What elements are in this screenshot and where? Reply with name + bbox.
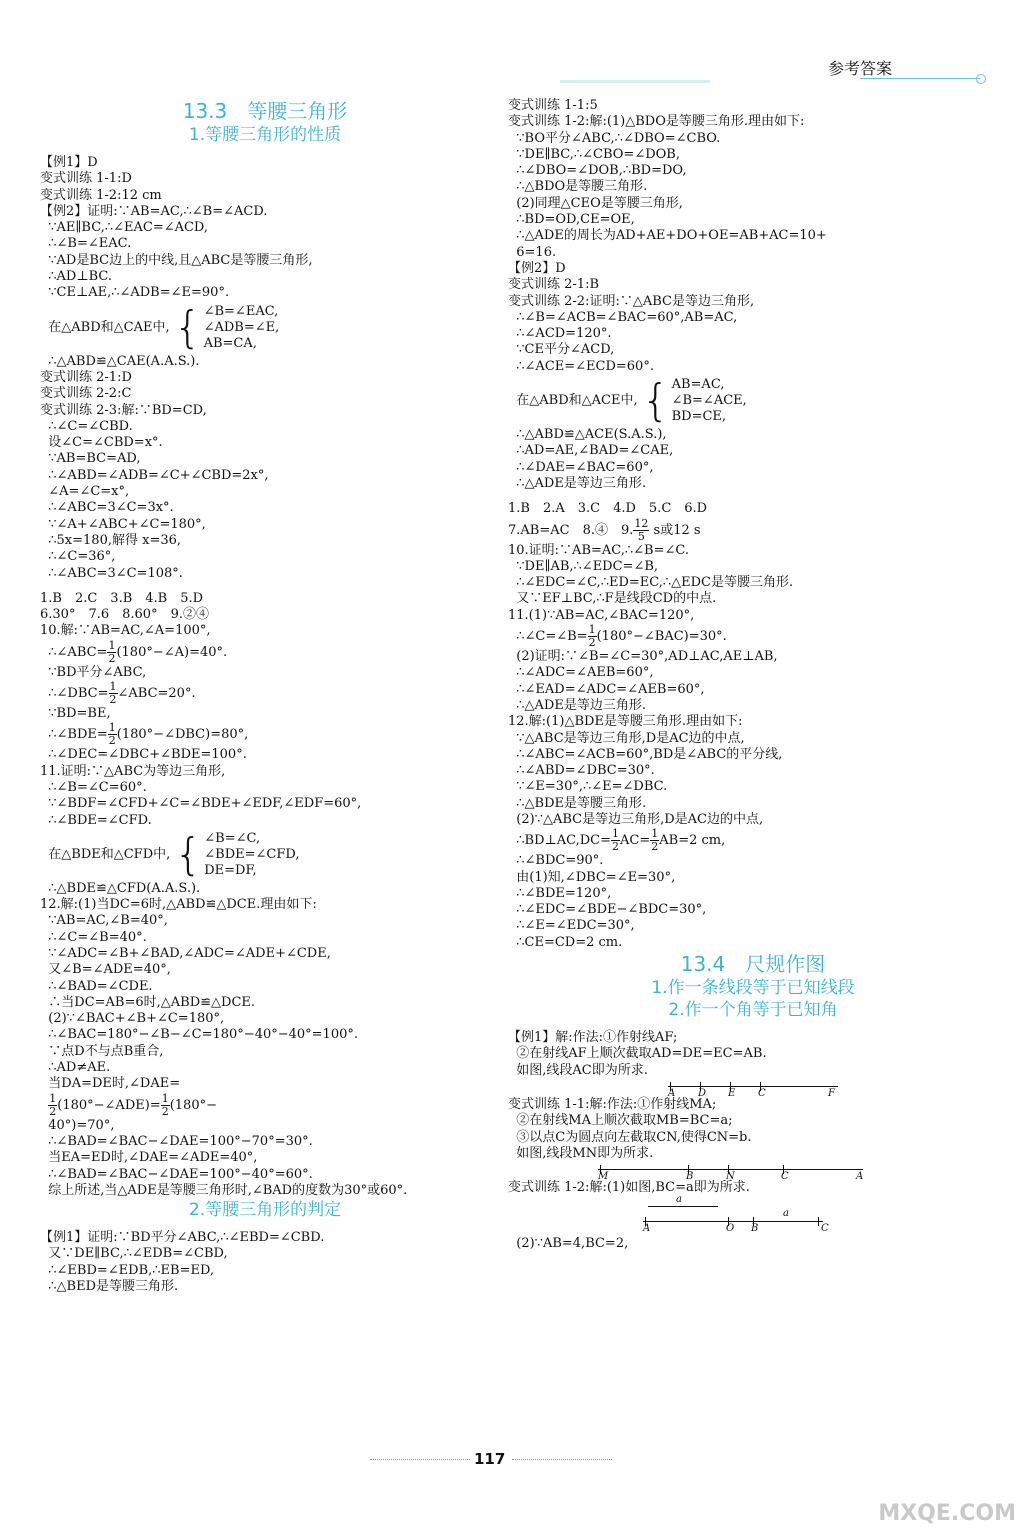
point-label: E bbox=[728, 1087, 736, 1099]
text-line: ∴AD=AE,∠BAD=∠CAE, bbox=[508, 443, 674, 459]
segment-line bbox=[648, 1206, 718, 1207]
answer-block bbox=[40, 706, 490, 722]
text-line: 当DA=DE时,∠DAE= bbox=[40, 1076, 181, 1092]
denominator: 2 bbox=[588, 636, 596, 650]
text-line: ∴BD=OD,CE=OE, bbox=[508, 212, 635, 228]
text-line: (2)证明:∵∠B=∠C=30°,AD⊥AC,AE⊥AB, bbox=[508, 649, 778, 665]
text-line: 40°)=70°, bbox=[40, 1117, 115, 1133]
text-line: ∴△BDO是等腰三角形. bbox=[508, 179, 648, 195]
page-number-rule bbox=[370, 1459, 470, 1461]
text-line: ②在射线AF上顺次截取AD=DE=EC=AB. bbox=[508, 1046, 767, 1062]
header-dot bbox=[976, 74, 986, 84]
text-line: 变式训练 2-1:D bbox=[40, 369, 132, 385]
section-subtitle: 1.等腰三角形的性质 bbox=[188, 125, 342, 145]
ray-line bbox=[668, 1086, 838, 1087]
brace-lead: 在△ABD和△ACE中, bbox=[508, 392, 638, 408]
point-label: D bbox=[698, 1087, 707, 1099]
text-line: ∴△BDE是等腰三角形. bbox=[508, 795, 647, 811]
equation-line bbox=[508, 518, 998, 543]
brace-rows bbox=[672, 377, 747, 425]
text-line: (2)∵△ABC是等边三角形,D是AC边的中点, bbox=[508, 811, 764, 827]
numerator: 1 bbox=[588, 623, 596, 637]
text-line: ∴∠EDC=∠C,∴ED=EC,∴△EDC是等腰三角形. bbox=[508, 575, 794, 591]
numerator: 1 bbox=[49, 1091, 57, 1105]
text-line: 变式训练 2-2:证明:∵△ABC是等边三角形, bbox=[508, 293, 755, 309]
numerator: 1 bbox=[108, 721, 116, 735]
text-line: ∵DE∥AB,∴∠EDC=∠B, bbox=[508, 558, 659, 574]
text-line: ∴∠C=∠CBD. bbox=[40, 418, 133, 434]
eq-text: AC= bbox=[620, 833, 651, 849]
brace-symbol: { bbox=[174, 828, 203, 880]
section-subtitle: 2.作一个角等于已知角 bbox=[668, 1000, 838, 1021]
text-line: ∵CE⊥AE,∴∠ADB=∠E=90°. bbox=[40, 285, 230, 301]
text-line: ∵AB=BC=AD, bbox=[40, 451, 141, 467]
answer-block bbox=[40, 354, 490, 582]
text-line: ∵AB=AC,∠B=40°, bbox=[40, 913, 168, 929]
point-label: A bbox=[856, 1171, 864, 1183]
text-line: ∵CE平分∠ACD, bbox=[508, 342, 615, 358]
text-line: 变式训练 1-1:5 bbox=[508, 98, 598, 113]
text-line: ∴∠ABC=3∠C=3x°. bbox=[40, 500, 174, 516]
text-line: 10.证明:∵AB=AC,∴∠B=∠C. bbox=[508, 542, 690, 558]
answer-block bbox=[40, 591, 490, 640]
text-line: ∴△BED是等腰三角形. bbox=[40, 1279, 179, 1295]
text-line: ∴∠ADC=∠AEB=60°, bbox=[508, 665, 654, 681]
equation-line bbox=[40, 640, 490, 665]
text-line: ∵∠E=30°,∴∠E=∠DBC. bbox=[508, 779, 668, 795]
text-line: ∴∠EBD=∠EDB,∴EB=ED, bbox=[40, 1262, 215, 1278]
numerator: 1 bbox=[612, 827, 620, 841]
text-line: ∵AE∥BC,∴∠EAC=∠ACD, bbox=[40, 220, 209, 236]
text-line: ∵△ABC是等边三角形,D是AC边的中点, bbox=[508, 730, 745, 746]
eq-text: (180°−∠BAC)=30°. bbox=[596, 629, 727, 645]
text-line: ∴∠BAD=∠BAC−∠DAE=100°−70°=30°. bbox=[40, 1133, 313, 1149]
answer-block bbox=[40, 747, 490, 828]
watermark: MXQE.COM bbox=[878, 1501, 1016, 1526]
eq-text: AB=2 cm, bbox=[659, 833, 726, 849]
text-line: 6=16. bbox=[508, 244, 557, 260]
eq-text: (180°−∠A)=40°. bbox=[116, 644, 228, 660]
left-column bbox=[40, 98, 490, 1295]
text-line: ∴∠DAE=∠BAC=60°, bbox=[508, 459, 654, 475]
text-line: ∵BO平分∠ABC,∴∠DBO=∠CBO. bbox=[508, 130, 721, 146]
denominator: 5 bbox=[637, 529, 645, 543]
text-line: ∴AD≠AE. bbox=[40, 1060, 111, 1076]
text-line: 1.B 2.A 3.C 4.D 5.C 6.D bbox=[508, 501, 708, 517]
text-line: ∴∠BDC=90°. bbox=[508, 853, 604, 869]
text-line: ∴∠C=36°, bbox=[40, 549, 116, 565]
text-line: ∵点D不与点B重合, bbox=[40, 1043, 164, 1059]
text-line: ∴∠EDC=∠BDE−∠BDC=30°, bbox=[508, 902, 707, 918]
brace-symbol: { bbox=[173, 301, 202, 353]
fraction bbox=[161, 1093, 170, 1118]
text-line: ∴∠BDE=120°, bbox=[508, 885, 612, 901]
answer-block bbox=[508, 98, 998, 375]
text-line: ∴∠B=∠C=60°. bbox=[40, 779, 147, 795]
point-label: C bbox=[821, 1223, 829, 1235]
text-line: ③以点C为圆点向左截取CN,使得CN=b. bbox=[508, 1129, 752, 1145]
text-line: ∴∠DBO=∠DOB,∴BD=DO, bbox=[508, 163, 687, 179]
text-line: 变式训练 1-1:D bbox=[40, 171, 132, 187]
text-line: ∵∠A+∠ABC+∠C=180°, bbox=[40, 516, 206, 532]
answer-block bbox=[508, 427, 998, 492]
denominator: 2 bbox=[612, 840, 620, 854]
text-line: BD=CE, bbox=[671, 409, 727, 425]
point-label: N bbox=[726, 1171, 735, 1183]
point-label: B bbox=[751, 1223, 759, 1235]
fraction bbox=[48, 1093, 57, 1118]
text-line: ∴∠BAC=180°−∠B−∠C=180°−40°−40°=100°. bbox=[40, 1027, 359, 1043]
text-line: 综上所述,当△ADE是等腰三角形时,∠BAD的度数为30°或60°. bbox=[40, 1182, 408, 1198]
text-line: AB=AC, bbox=[671, 377, 725, 393]
denominator: 2 bbox=[161, 1104, 169, 1118]
point-label: F bbox=[828, 1087, 835, 1099]
text-line: 11.证明:∵△ABC为等边三角形, bbox=[40, 763, 226, 779]
text-line: ∵BD平分∠ABC, bbox=[40, 664, 147, 680]
text-line: ∠BDE=∠CFD, bbox=[204, 846, 300, 862]
equation-line bbox=[508, 828, 998, 853]
eq-text: ∴∠ABC= bbox=[40, 644, 108, 660]
text-line: (2)∵∠BAC+∠B+∠C=180°, bbox=[40, 1011, 225, 1027]
equation-line bbox=[508, 624, 998, 649]
point-tick bbox=[818, 1217, 819, 1226]
text-line: ∴△ADE的周长为AD+AE+DO+OE=AB+AC=10+ bbox=[508, 228, 827, 244]
text-line: 【例1】证明:∵BD平分∠ABC,∴∠EBD=∠CBD. bbox=[40, 1230, 325, 1246]
header-title: 参考答案 bbox=[827, 59, 892, 78]
page-number-rule bbox=[512, 1459, 612, 1461]
text-line: ∴∠ABC=∠ACB=60°,BD是∠ABC的平分线, bbox=[508, 746, 783, 762]
text-line: 【例2】D bbox=[508, 260, 566, 276]
text-line: 变式训练 2-2:C bbox=[40, 386, 132, 402]
eq-text: ∴∠C=∠B= bbox=[508, 629, 588, 645]
text-line: ∠B=∠ACE, bbox=[671, 393, 747, 409]
brace-lead: 在△BDE和△CFD中, bbox=[40, 846, 171, 862]
answer-block bbox=[40, 1118, 490, 1199]
text-line: ∴当DC=AB=6时,△ABD≌△DCE. bbox=[40, 994, 256, 1010]
text-line: ∴∠ABD=∠DBC=30°. bbox=[508, 763, 655, 779]
text-line: 【例1】D bbox=[40, 155, 98, 170]
text-line: 变式训练 1-2:解:(1)如图,BC=a即为所求. bbox=[508, 1180, 750, 1196]
text-line: ∴△ADE是等边三角形. bbox=[508, 475, 646, 491]
answer-block bbox=[508, 1097, 998, 1162]
header-rule bbox=[860, 78, 980, 79]
segment-a bbox=[648, 1196, 728, 1214]
eq-text: (180°−∠DBC)=80°, bbox=[116, 727, 249, 743]
section-subtitle: 2.等腰三角形的判定 bbox=[188, 1200, 342, 1221]
answer-block bbox=[508, 853, 998, 951]
answer-block bbox=[508, 543, 998, 624]
segment-diagram-3 bbox=[643, 1208, 843, 1236]
fraction bbox=[588, 624, 597, 649]
equation-line bbox=[40, 1093, 490, 1118]
text-line: 变式训练 1-2:解:(1)△BDO是等腰三角形.理由如下: bbox=[508, 114, 805, 130]
section-title: 13.4 尺规作图 bbox=[680, 952, 826, 977]
eq-text: ∴∠BDE= bbox=[40, 727, 108, 743]
text-line: 变式训练 2-3:解:∵BD=CD, bbox=[40, 402, 207, 418]
fraction bbox=[633, 518, 649, 543]
text-line: ∴∠C=∠B=40°. bbox=[40, 929, 147, 945]
numerator: 12 bbox=[634, 516, 649, 530]
text-line: 设∠C=∠CBD=x°. bbox=[40, 435, 163, 451]
text-line: ∴△ABD≌△CAE(A.A.S.). bbox=[40, 353, 200, 369]
text-line: 又∠B=∠ADE=40°, bbox=[40, 962, 171, 978]
text-line: 如图,线段AC即为所求. bbox=[508, 1062, 648, 1078]
eq-text: ∴∠DBC= bbox=[40, 686, 109, 702]
text-line: ∴CE=CD=2 cm. bbox=[508, 934, 623, 950]
text-line: 12.解:(1)△BDE是等腰三角形.理由如下: bbox=[508, 714, 743, 730]
text-line: 变式训练 1-1:解:作法:①作射线MA; bbox=[508, 1096, 717, 1112]
text-line: ∠A=∠C=x°, bbox=[40, 484, 130, 500]
text-line: ∴∠E=∠EDC=30°, bbox=[508, 918, 635, 934]
text-line: ②在射线MA上顺次截取MB=BC=a; bbox=[508, 1113, 733, 1129]
fraction bbox=[650, 828, 659, 853]
eq-text: s或12 s bbox=[649, 522, 701, 538]
text-line: ∴∠BDE=∠CFD. bbox=[40, 812, 152, 828]
text-line: 11.(1)∵AB=AC,∠BAC=120°, bbox=[508, 607, 695, 623]
denominator: 2 bbox=[49, 1104, 57, 1118]
text-line: 【例2】证明:∵AB=AC,∴∠B=∠ACD. bbox=[40, 203, 268, 219]
text-line: ∵DE∥BC,∴∠CBO=∠DOB, bbox=[508, 146, 680, 162]
text-line: ∴∠BAD=∠CDE. bbox=[40, 978, 153, 994]
text-line: 【例1】解:作法:①作射线AF; bbox=[508, 1030, 678, 1046]
text-line: ∴∠ABC=3∠C=108°. bbox=[40, 565, 183, 581]
answer-block bbox=[508, 1180, 998, 1196]
text-line: DE=DF, bbox=[204, 862, 257, 878]
eq-text: (180°− bbox=[169, 1097, 217, 1113]
point-label: B bbox=[686, 1171, 694, 1183]
numerator: 1 bbox=[108, 638, 116, 652]
text-line: ∴∠ACD=120°. bbox=[508, 326, 612, 342]
section-title: 13.3 等腰三角形 bbox=[182, 99, 348, 123]
text-line: 又∵EF⊥BC,∴F是线段CD的中点. bbox=[508, 591, 717, 607]
text-line: ∵BD=BE, bbox=[40, 706, 111, 722]
text-line: ∠ADB=∠E, bbox=[203, 319, 280, 335]
text-line: 变式训练 2-1:B bbox=[508, 277, 600, 293]
text-line: AB=CA, bbox=[203, 335, 257, 351]
text-line: ∵AD是BC边上的中线,且△ABC是等腰三角形, bbox=[40, 252, 313, 268]
text-line: ∴△ABD≌△ACE(S.A.S.), bbox=[508, 427, 667, 443]
text-line: ∵∠ADC=∠B+∠BAD,∠ADC=∠ADE+∠CDE, bbox=[40, 945, 331, 961]
equation-line bbox=[40, 722, 490, 747]
eq-text: (180°−∠ADE)= bbox=[57, 1097, 161, 1113]
segment-diagram-2 bbox=[598, 1162, 868, 1183]
header-bar bbox=[560, 80, 710, 83]
point-label: C bbox=[758, 1087, 766, 1099]
brace-rows bbox=[204, 304, 280, 352]
segment-label: a bbox=[783, 1208, 789, 1220]
denominator: 2 bbox=[651, 840, 659, 854]
numerator: 1 bbox=[161, 1091, 169, 1105]
text-line: ∴∠ABD=∠ADB=∠C+∠CBD=2x°, bbox=[40, 467, 269, 483]
answer-block bbox=[40, 1230, 490, 1295]
point-label: O bbox=[726, 1223, 735, 1235]
numerator: 1 bbox=[109, 680, 117, 694]
page-number: 117 bbox=[474, 1450, 506, 1468]
text-line: 6.30° 7.6 8.60° 9.②④ bbox=[40, 607, 209, 623]
text-line: ∴∠EAD=∠ADC=∠AEB=60°, bbox=[508, 681, 705, 697]
text-line: 当EA=ED时,∠DAE=∠ADE=40°, bbox=[40, 1150, 258, 1166]
answer-block bbox=[40, 155, 490, 302]
answer-block bbox=[508, 1236, 998, 1252]
fraction bbox=[108, 722, 117, 747]
text-line: (2)同理△CEO是等腰三角形, bbox=[508, 195, 683, 211]
denominator: 2 bbox=[109, 693, 117, 707]
answer-block bbox=[508, 649, 998, 828]
right-column bbox=[508, 98, 998, 1253]
point-label: A bbox=[643, 1223, 651, 1235]
text-line: ∴5x=180,解得 x=36, bbox=[40, 532, 182, 548]
answer-block bbox=[508, 1030, 998, 1079]
text-line: ∴AD⊥BC. bbox=[40, 269, 112, 285]
denominator: 2 bbox=[108, 651, 116, 665]
denominator: 2 bbox=[108, 734, 116, 748]
text-line: 由(1)知,∠DBC=∠E=30°, bbox=[508, 869, 676, 885]
answer-block bbox=[40, 881, 490, 1093]
text-line: ∴∠BAD=∠BAC−∠DAE=100°−40°=60°. bbox=[40, 1166, 313, 1182]
text-line: (2)∵AB=4,BC=2, bbox=[508, 1236, 629, 1252]
brace-symbol: { bbox=[641, 375, 670, 427]
text-line: 10.解:∵AB=AC,∠A=100°, bbox=[40, 623, 211, 639]
text-line: ∴∠ACE=∠ECD=60°. bbox=[508, 358, 654, 374]
point-label: A bbox=[668, 1087, 676, 1099]
equation-line bbox=[40, 681, 490, 706]
text-line: ∴△BDE≌△CFD(A.A.S.). bbox=[40, 880, 201, 896]
eq-text: 7.AB=AC 8.④ 9. bbox=[508, 522, 634, 538]
section-subtitle: 1.作一条线段等于已知线段 bbox=[651, 978, 855, 999]
text-line: 变式训练 1-2:12 cm bbox=[40, 187, 162, 203]
text-line: ∠B=∠EAC, bbox=[203, 303, 279, 319]
brace-system bbox=[40, 828, 490, 880]
text-line: ∵∠BDF=∠CFD+∠C=∠BDE+∠EDF,∠EDF=60°, bbox=[40, 796, 362, 812]
segment-label: a bbox=[676, 1194, 682, 1206]
brace-system bbox=[508, 377, 998, 425]
answer-block bbox=[40, 665, 490, 681]
text-line: ∴∠DEC=∠DBC+∠BDE=100°. bbox=[40, 747, 247, 763]
brace-lead: 在△ABD和△CAE中, bbox=[40, 319, 170, 335]
text-line: 如图,线段MN即为所求. bbox=[508, 1145, 654, 1161]
text-line: ∠B=∠C, bbox=[204, 830, 261, 846]
point-label: C bbox=[781, 1171, 789, 1183]
eq-text: ∴BD⊥AC,DC= bbox=[508, 833, 612, 849]
numerator: 1 bbox=[651, 827, 659, 841]
brace-rows bbox=[204, 831, 299, 879]
answer-block bbox=[508, 501, 998, 517]
fraction bbox=[611, 828, 620, 853]
fraction bbox=[109, 681, 118, 706]
segment-diagram-1 bbox=[668, 1079, 848, 1097]
text-line: ∴△ADE是等边三角形. bbox=[508, 697, 646, 713]
point-label: M bbox=[598, 1171, 609, 1183]
text-line: 12.解:(1)当DC=6时,△ABD≌△DCE.理由如下: bbox=[40, 897, 317, 913]
eq-text: ∠ABC=20°. bbox=[117, 686, 196, 702]
text-line: 1.B 2.C 3.B 4.B 5.D bbox=[40, 590, 204, 606]
text-line: ∴∠B=∠EAC. bbox=[40, 236, 132, 252]
brace-system bbox=[40, 301, 490, 353]
text-line: 又∵DE∥BC,∴∠EDB=∠CBD, bbox=[40, 1246, 228, 1262]
text-line: ∴∠B=∠ACB=∠BAC=60°,AB=AC, bbox=[508, 309, 738, 325]
